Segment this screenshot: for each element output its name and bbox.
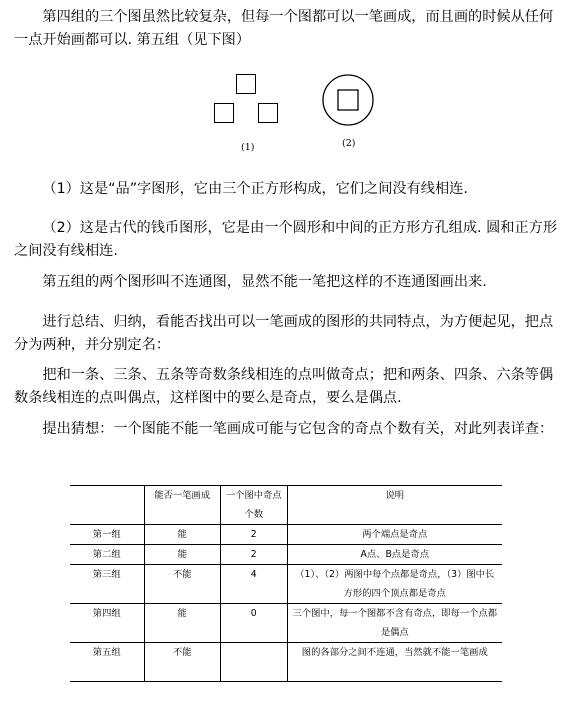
cell-note: 两个端点是奇点 [287, 525, 502, 545]
cell-can: 不能 [144, 565, 220, 604]
table-row [70, 565, 502, 604]
figure-label-2: (2) [342, 138, 356, 149]
cell-group: 第二组 [70, 545, 144, 565]
paragraph-6: 提出猜想：一个图能不能一笔画成可能与它包含的奇点个数有关，对此列表详查： [42, 421, 554, 437]
cell-count [220, 643, 287, 682]
square-bottom-right [258, 103, 278, 123]
paragraph-4: 进行总结、归纳，看能否找出可以一笔画成的图形的共同特点，为方便起见，把点分为两种，并分别定名： [14, 314, 554, 353]
cell-note: A点、B点是奇点 [287, 545, 502, 565]
cell-count: 0 [220, 604, 287, 643]
cell-count: 2 [220, 525, 287, 545]
square-top [236, 74, 256, 94]
coin-figure [318, 70, 378, 130]
cell-note: （1）、（2）两图中每个点都是奇点，（3）图中长方形的四个顶点都是奇点 [287, 565, 502, 604]
cell-group: 第四组 [70, 604, 144, 643]
table-row [70, 643, 502, 682]
table-row [70, 525, 502, 545]
cell-note: 图的各部分之间不连通，当然就不能一笔画成 [287, 643, 502, 682]
paragraph-3: 第五组的两个图形叫不连通图，显然不能一笔把这样的不连通图画出来. [42, 274, 487, 290]
table-row [70, 545, 502, 565]
cell-group: 第五组 [70, 643, 144, 682]
coin-circle [323, 75, 373, 125]
header-count: 一个图中奇点个数 [220, 486, 287, 525]
header-note: 说明 [287, 486, 502, 525]
square-bottom-left [214, 103, 234, 123]
table-row [70, 604, 502, 643]
cell-count: 2 [220, 545, 287, 565]
figure-label-1: (1) [241, 142, 255, 153]
paragraph-1: （1）这是“品”字图形，它由三个正方形构成，它们之间没有线相连. [42, 181, 468, 197]
paragraph-5: 把和一条、三条、五条等奇数条线相连的点叫做奇点；把和两条、四条、六条等偶数条线相连的点叫偶点，这样图中的要么是奇点，要么是偶点. [14, 367, 554, 406]
cell-group: 第三组 [70, 565, 144, 604]
cell-can: 能 [144, 545, 220, 565]
intro-paragraph: 第四组的三个图虽然比较复杂，但每一个图都可以一笔画成，而且画的时候从任何一点开始画都可以. 第五组（见下图） [14, 9, 554, 48]
summary-table [70, 485, 502, 682]
cell-can: 能 [144, 525, 220, 545]
cell-can: 不能 [144, 643, 220, 682]
cell-group: 第一组 [70, 525, 144, 545]
header-can: 能否一笔画成 [144, 486, 220, 525]
table-header-row [70, 486, 502, 525]
cell-can: 能 [144, 604, 220, 643]
header-group [70, 486, 144, 525]
paragraph-2: （2）这是古代的钱币图形，它是由一个圆形和中间的正方形方孔组成. 圆和正方形之间没有线相连. [14, 220, 558, 259]
cell-count: 4 [220, 565, 287, 604]
figures [200, 72, 380, 162]
cell-note: 三个图中，每一个图都不含有奇点，即每一个点都是偶点 [287, 604, 502, 643]
coin-square-hole [338, 90, 358, 110]
